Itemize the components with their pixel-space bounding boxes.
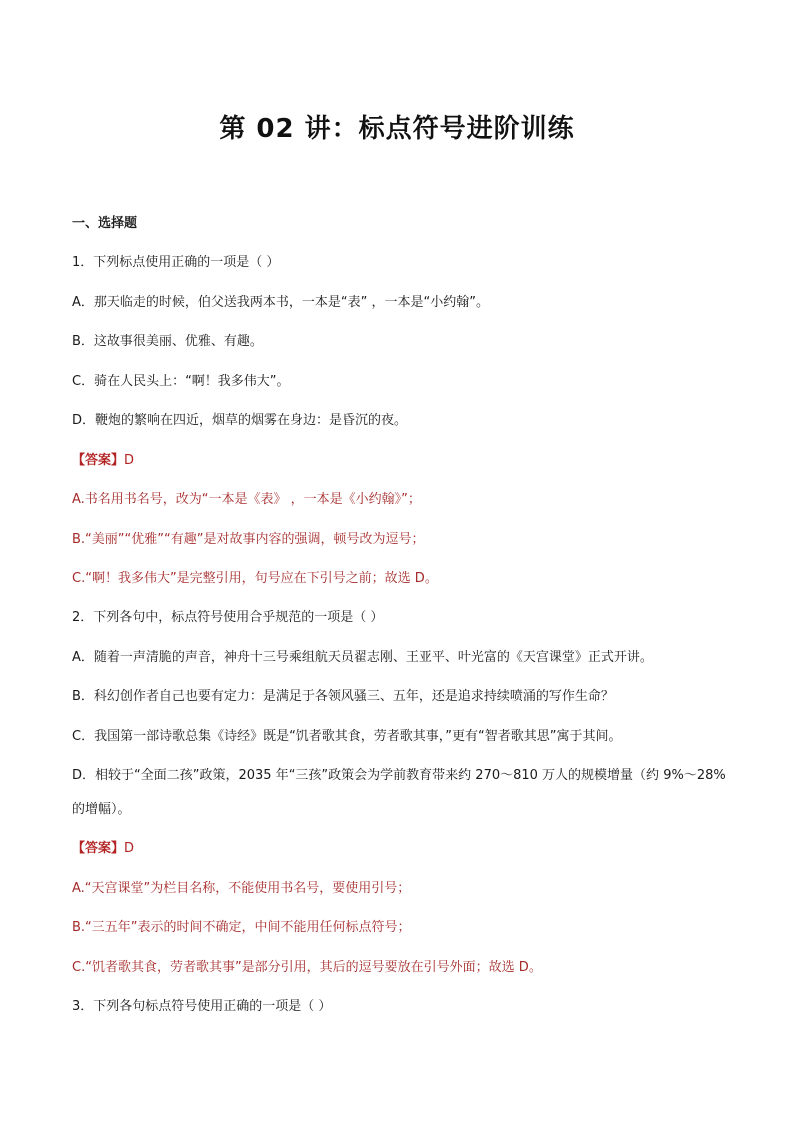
page-title: 第 02 讲：标点符号进阶训练	[219, 114, 575, 144]
question-1-stem: 1．下列标点使用正确的一项是（ ）	[72, 255, 280, 270]
question-1-option-b: B．这故事很美丽、优雅、有趣。	[72, 334, 263, 349]
question-1-option-d: D．鞭炮的繁响在四近，烟草的烟雾在身边：是昏沉的夜。	[72, 413, 408, 428]
question-1-explanation-a: A.书名用书名号，改为“一本是《表》 ，一本是《小约翰》”；	[72, 492, 421, 507]
question-2-explanation-b: B.“三五年”表示的时间不确定，中间不能用任何标点符号；	[72, 920, 411, 935]
question-1-option-c: C．骑在人民头上：“啊！我多伟大”。	[72, 374, 290, 389]
question-2-option-d: D．相较于“全面二孩”政策，2035 年“三孩”政策会为学前教育带来约 270～810 万人的规模增量（约 9%～28%	[72, 768, 726, 783]
question-3-stem: 3．下列各句标点符号使用正确的一项是（ ）	[72, 999, 332, 1014]
question-2-option-b: B．科幻创作者自己也要有定力：是满足于各领风骚三、五年，还是追求持续喷涌的写作生命？	[72, 689, 614, 704]
answer-label: 【答案】	[72, 841, 125, 856]
question-2-answer	[72, 839, 732, 859]
question-2-option-c: C．我国第一部诗歌总集《诗经》既是“饥者歌其食，劳者歌其事，”更有“智者歌其思”寓于其间。	[72, 729, 622, 744]
question-2-option-a: A．随着一声清脆的声音，神舟十三号乘组航天员翟志刚、王亚平、叶光富的《天宫课堂》正式开讲。	[72, 650, 653, 665]
answer-label: 【答案】	[72, 453, 125, 468]
question-2-option-d-continued: 的增幅）。	[72, 802, 131, 817]
section-heading: 一、选择题	[72, 216, 138, 231]
answer-value: D	[124, 841, 135, 856]
question-1-answer	[72, 451, 732, 471]
answer-value: D	[124, 453, 135, 468]
question-1-explanation-b: B.“美丽”“优雅”“有趣”是对故事内容的强调，顿号改为逗号；	[72, 532, 425, 547]
question-2-stem: 2．下列各句中，标点符号使用合乎规范的一项是（ ）	[72, 610, 384, 625]
question-1-explanation-c: C.“啊！我多伟大”是完整引用，句号应在下引号之前；故选 D。	[72, 571, 438, 586]
question-2-explanation-a: A.“天宫课堂”为栏目名称，不能使用书名号，要使用引号；	[72, 881, 411, 896]
question-1-option-a: A．那天临走的时候，伯父送我两本书，一本是“表” ，一本是“小约翰”。	[72, 295, 489, 310]
question-2-explanation-c: C.“饥者歌其食，劳者歌其事”是部分引用，其后的逗号要放在引号外面；故选 D。	[72, 960, 542, 975]
